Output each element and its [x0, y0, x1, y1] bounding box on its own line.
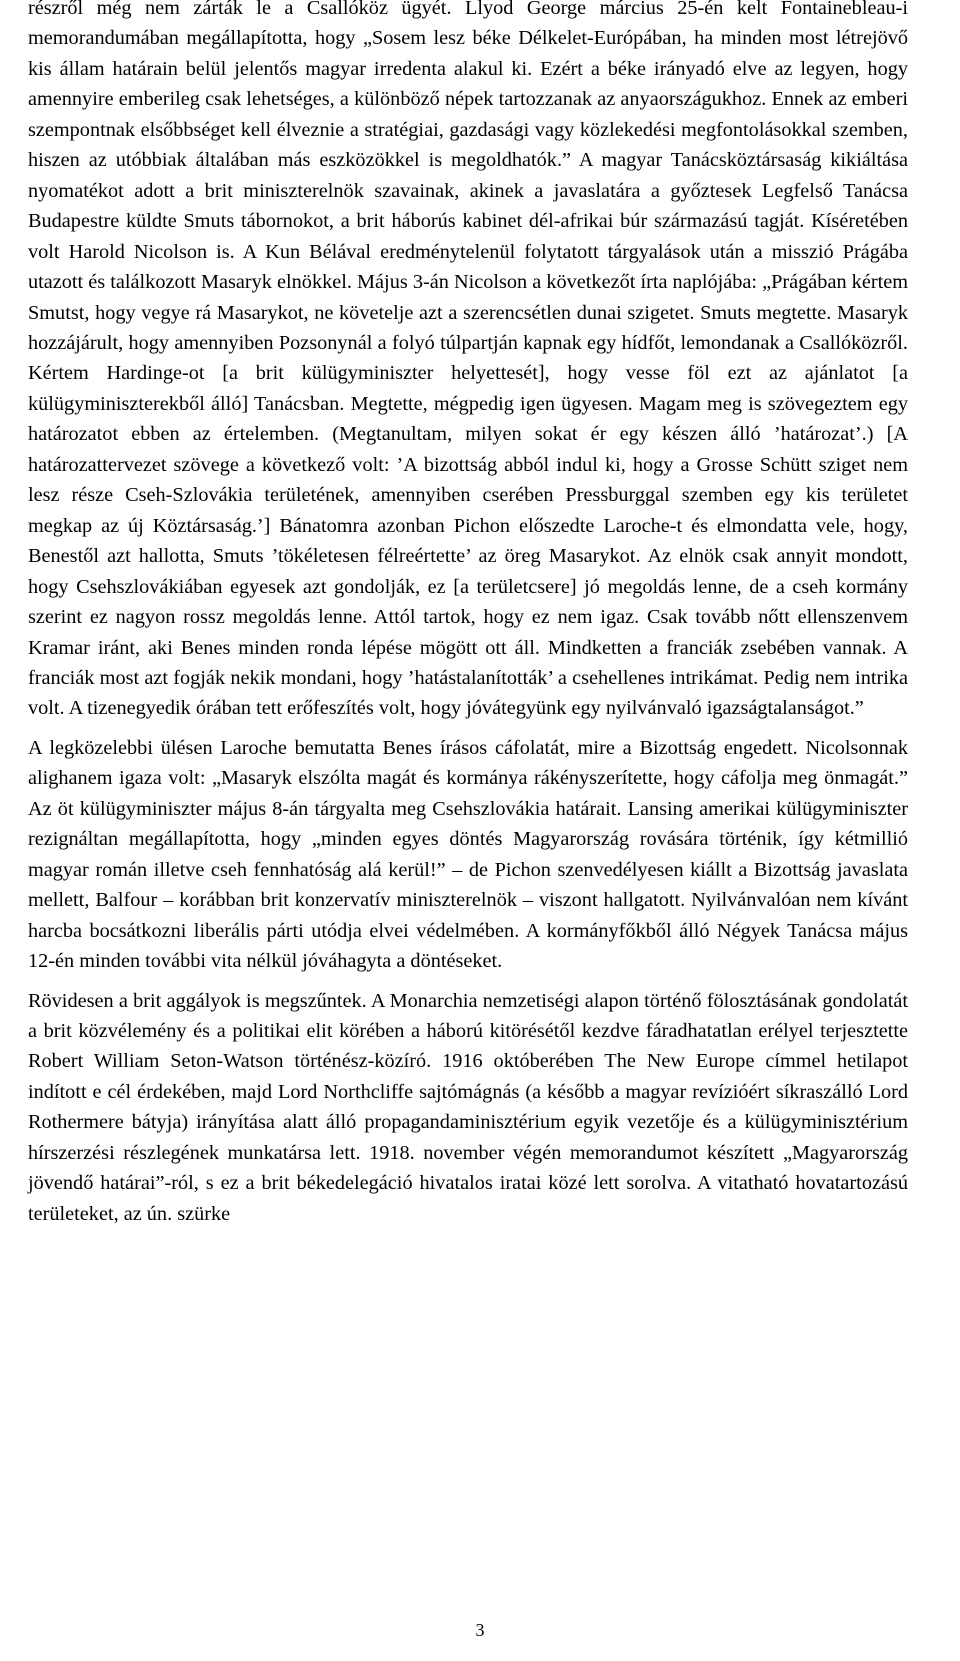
paragraph-3: Rövidesen a brit aggályok is megszűntek. A Monarchia nemzetiségi alapon történő fölosztásának gondolatát a brit közvélemény és a politikai elit körében a háború kitörésétől kezdve fáradhatatlan erélyel terjesztette Robert William Seton-Watson történész-közíró. 1916 októberében The New Europe címmel hetilapot indított e cél érdekében, majd Lord Northcliffe sajtómágnás (a később a magyar revízióért síkraszálló Lord Rothermere bátyja) irányítása alatt álló propagandaminisztérium egyik vezetője és a külügyminisztérium hírszerzési részlegének munkatársa lett. 1918. november végén memorandumot készített „Magyarország jövendő határai”-ról, s ez a brit békedelegáció hivatalos iratai közé lett sorolva. A vitatható hovatartozású területeket, az ún. szürke — [28, 989, 908, 1225]
paragraph-1: részről még nem zárták le a Csallóköz ügyét. Llyod George március 25-én kelt Fontainebleau-i memorandumában megállapította, hogy „Sosem lesz béke Délkelet-Európában, ha minden most létrejövő kis állam határain belül jelentős magyar irredenta alakul ki. Ezért a béke irányadó elve az legyen, hogy amennyire emberileg csak lehetséges, a különböző népek tartozzanak az anyaországukhoz. Ennek az emberi szempontnak elsőbbséget kell élveznie a stratégiai, gazdasági vagy közlekedési megfontolásokkal szemben, hiszen az utóbbiak általában más eszközökkel is megoldhatók.” A magyar Tanácsköztársaság kikiáltása nyomatékot adott a brit miniszterelnök szavainak, akinek a javaslatára a győztesek Legfelső Tanácsa Budapestre küldte Smuts tábornokot, a brit háborús kabinet dél-afrikai búr származású tagját. Kíséretében volt Harold Nicolson is. A Kun Bélával eredménytelenül folytatott tárgyalások után a misszió Prágába utazott és találkozott Masaryk elnökkel. Május 3-án Nicolson a következőt írta naplójába: „Prágában kértem Smutst, hogy vegye rá Masarykot, ne követelje azt a szerencsétlen dunai szigetet. Smuts megtette. Masaryk hozzájárult, hogy amennyiben Pozsonynál a folyó túlpartján kapnak egy hídfőt, lemondanak a Csallóközről. Kértem Hardinge-ot [a brit külügyminiszter helyettesét], hogy vesse föl ezt az ajánlatot [a külügyminiszterekből álló] Tanácsban. Megtette, mégpedig igen ügyesen. Magam meg is szövegeztem egy határozatot ebben az értelemben. (Megtanultam, milyen sokat ér egy készen álló ’határozat’.) [A határozattervezet szövege a következő volt: ’A bizottság abból indul ki, hogy a Grosse Schütt sziget nem lesz része Cseh-Szlovákia területének, amennyiben cserében Pressburggal szemben egy kis területet megkap az új Köztársaság.’] Bánatomra azonban Pichon előszedte Laroche-t és elmondatta vele, hogy, Benestől azt hallotta, Smuts ’tökéletesen félreértette’ az öreg Masarykot. Az elnök csak annyit mondott, hogy Csehszlovákiában egyesek azt gondolják, ez [a területcsere] jó megoldás lenne, de a cseh kormány szerint ez nagyon rossz megoldás lenne. Attól tartok, hogy ez nem igaz. Csak tovább nőtt ellenszenvem Kramar iránt, aki Benes minden ronda lépése mögött ott áll. Mindketten a franciák zsebében vannak. A franciák most azt fogják nekik mondani, hogy ’hatástalanították’ a csehellenes intrikámat. Pedig nem intrika volt. A tizenegyedik órában tett erőfeszítés volt, hogy jóvátegyünk egy nyilvánvaló igazságtalanságot.” — [28, 0, 908, 720]
body-text — [28, 0, 908, 1238]
paragraph-2: A legközelebbi ülésen Laroche bemutatta Benes írásos cáfolatát, mire a Bizottság engedett. Nicolsonnak alighanem igaza volt: „Masaryk elszólta magát és kormánya rákényszerítette, hogy cáfolja meg önmagát.” Az öt külügyminiszter május 8-án tárgyalta meg Csehszlovákia határait. Lansing amerikai külügyminiszter rezignáltan megállapította, hogy „minden egyes döntés Magyarország rovására történik, így kétmillió magyar román illetve cseh fennhatóság alá kerül!” – de Pichon szenvedélyesen kiállt a Bizottság javaslata mellett, Balfour – korábban brit konzervatív miniszterelnök – viszont hallgatott. Nyilvánvalóan nem kívánt harcba bocsátkozni liberális párti utódja elvei védelmében. A kormányfőkből álló Négyek Tanácsa május 12-én minden további vita nélkül jóváhagyta a döntéseket. — [28, 736, 908, 973]
page-number: 3 — [475, 1620, 485, 1640]
